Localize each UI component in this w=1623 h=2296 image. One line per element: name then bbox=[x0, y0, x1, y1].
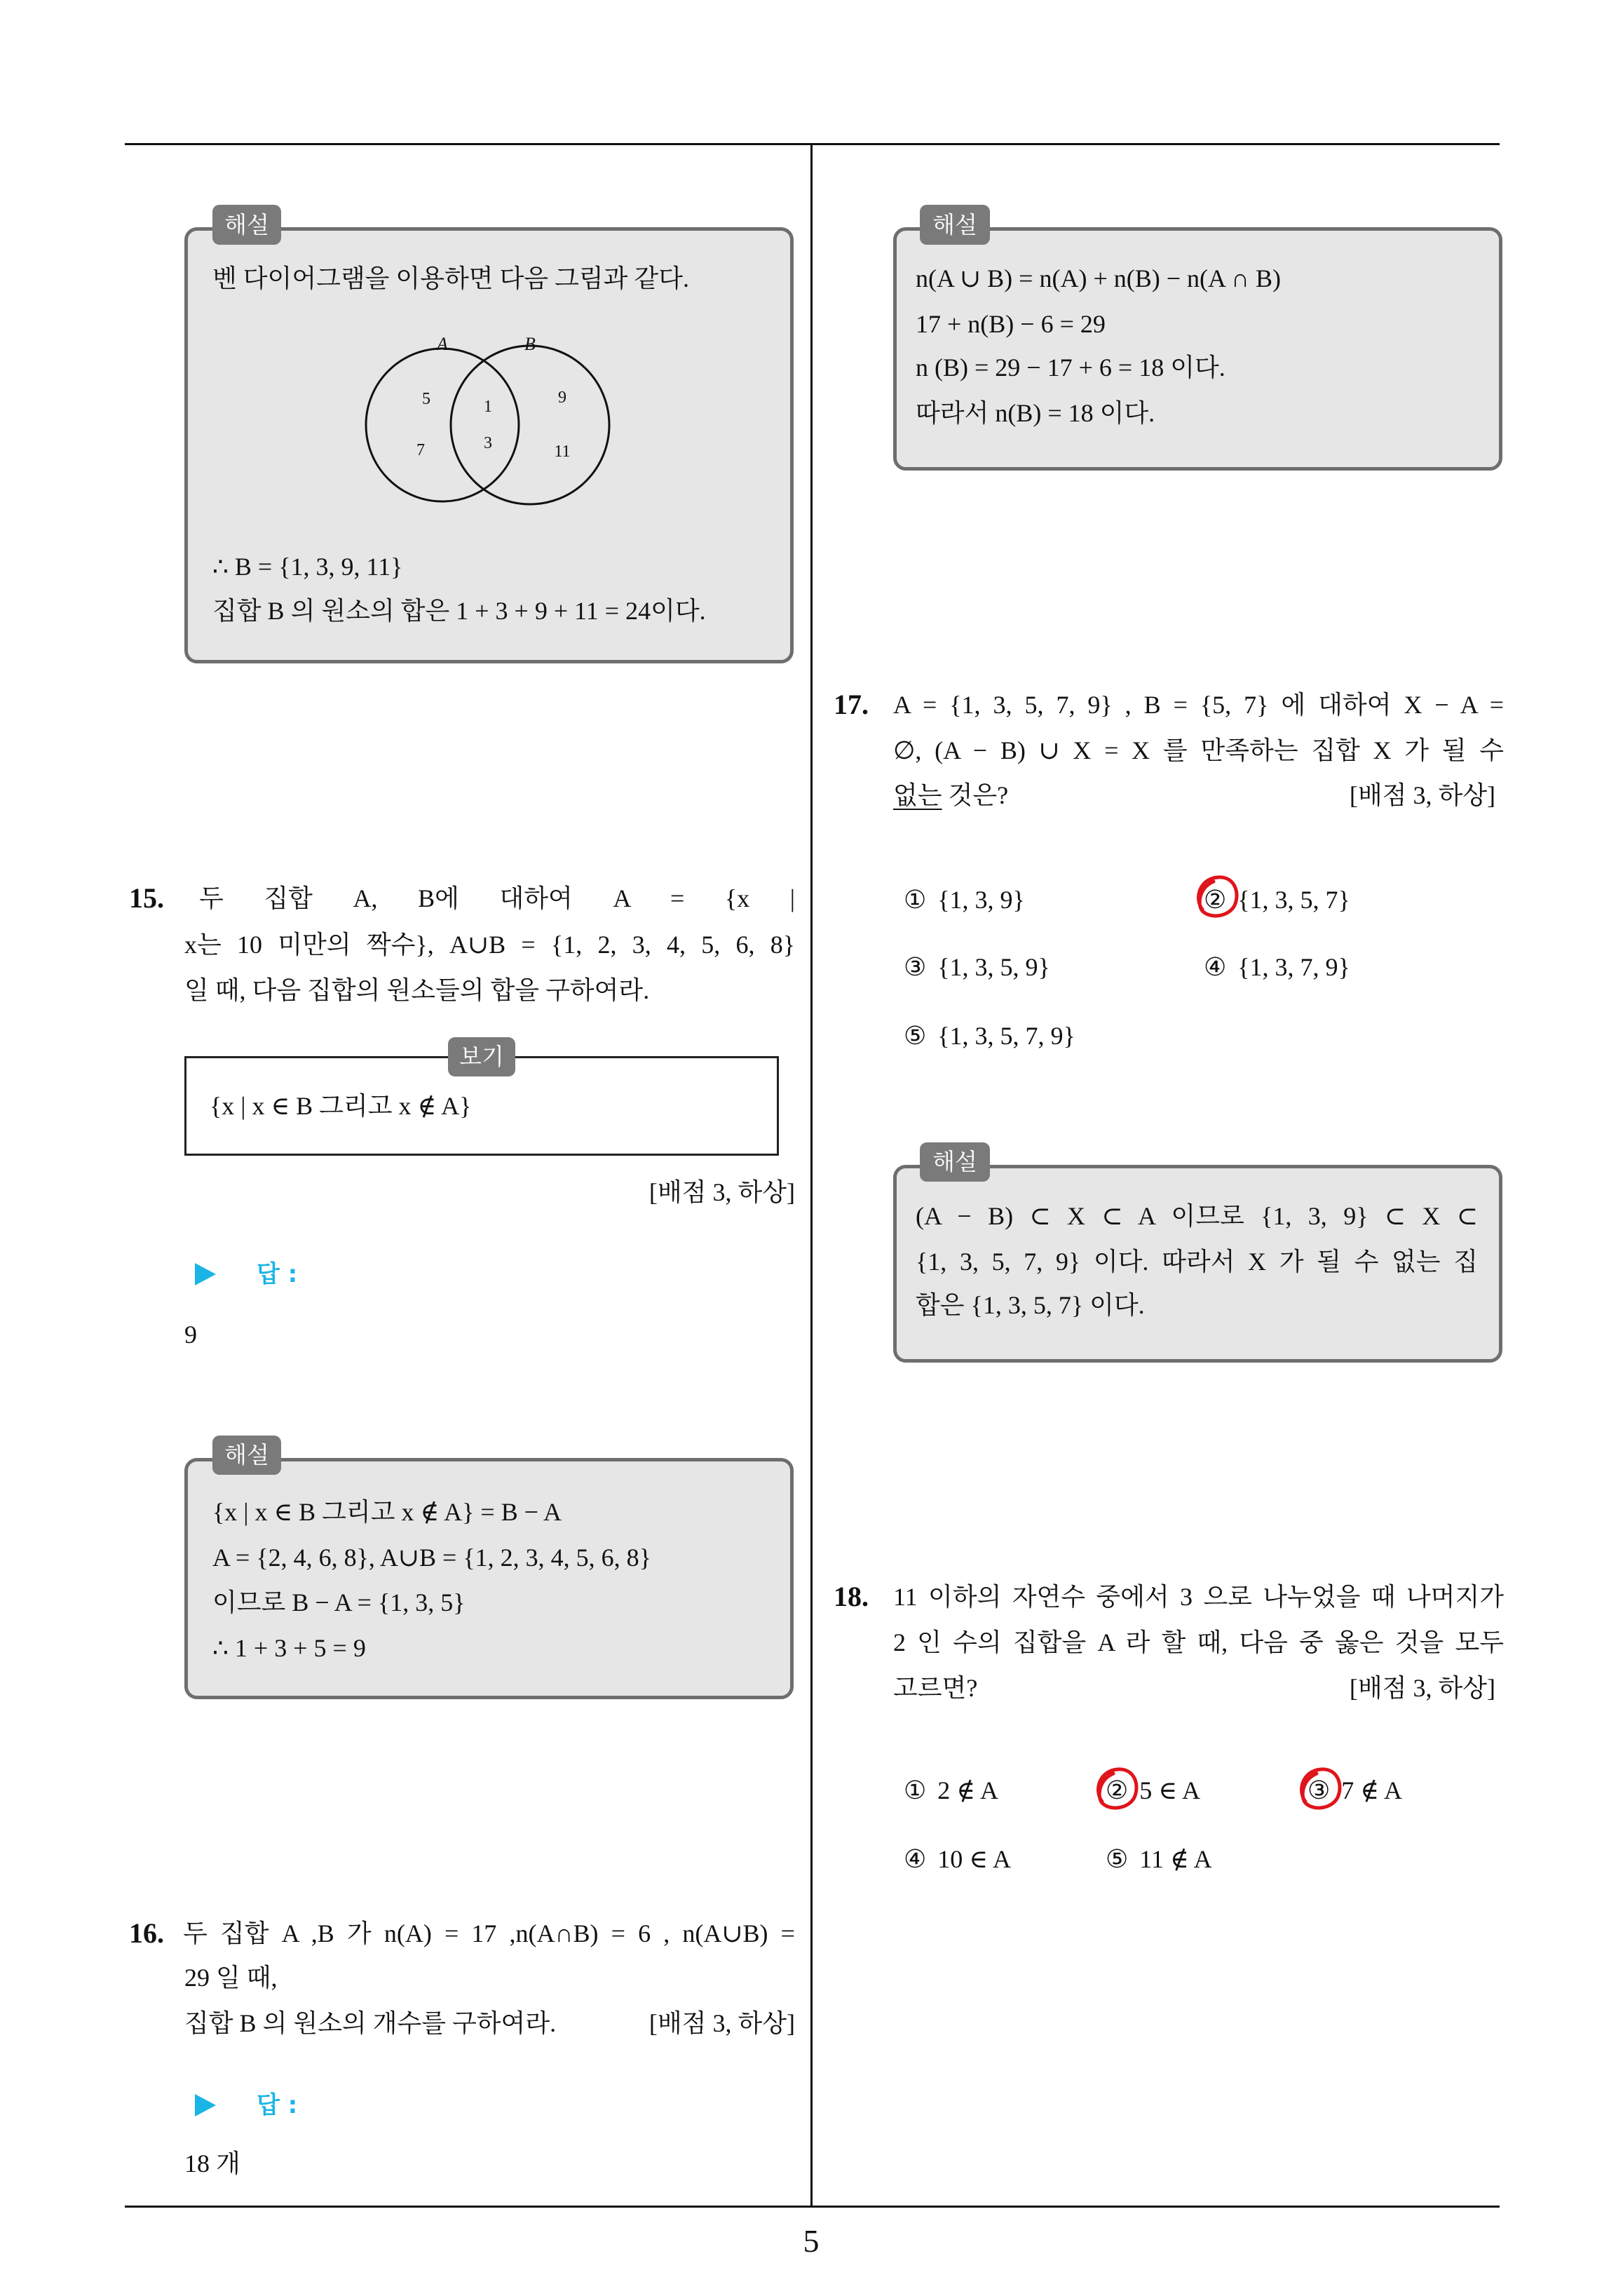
option-1 bbox=[904, 1775, 998, 1806]
question-15-line-3: 일 때, 다음 집합의 원소들의 합을 구하여라. bbox=[184, 976, 650, 1004]
option-value: 5 ∈ A bbox=[1139, 1776, 1200, 1804]
option-value: {1, 3, 5, 9} bbox=[937, 953, 1050, 981]
question-16-line-1: 두 집합 A ,B 가 n(A) = 17 ,n(A∩B) = 6 , n(A∪B) = bbox=[183, 1919, 795, 1947]
question-17-line-2: ∅, (A − B) ∪ X = X 를 만족하는 집합 X 가 될 수 bbox=[893, 736, 1504, 764]
option-value: {1, 3, 5, 7, 9} bbox=[937, 1022, 1075, 1050]
question-15-line-2: x는 10 미만의 짝수}, A∪B = {1, 2, 3, 4, 5, 6, 8} bbox=[184, 931, 795, 959]
answer-mark-circle bbox=[1092, 1764, 1143, 1814]
underlined-emphasis: 없는 bbox=[893, 781, 942, 809]
solution-line: 17 + n(B) − 6 = 29 bbox=[916, 310, 1106, 338]
venn-b-only-2: 11 bbox=[554, 443, 571, 461]
page-number: 5 bbox=[803, 2223, 820, 2259]
solution-intro: 벤 다이어그램을 이용하면 다음 그림과 같다. bbox=[212, 264, 689, 292]
answer-arrow-icon bbox=[195, 2094, 216, 2116]
question-18-line-1: 11 이하의 자연수 중에서 3 으로 나누었을 때 나머지가 bbox=[893, 1583, 1504, 1611]
solution-result: ∴ B = {1, 3, 9, 11} bbox=[212, 553, 403, 581]
option-value: 7 ∉ A bbox=[1341, 1776, 1402, 1804]
answer-label: 답 : bbox=[257, 2091, 298, 2119]
solution-line: {x | x ∈ B 그리고 x ∉ A} = B − A bbox=[212, 1498, 562, 1526]
venn-intersection-2: 3 bbox=[484, 434, 492, 452]
question-17-line-3 bbox=[893, 780, 1008, 811]
option-number: ⑤ bbox=[1106, 1845, 1129, 1873]
answer-value: 18 개 bbox=[184, 2149, 240, 2177]
option-1 bbox=[904, 884, 1025, 915]
option-value: {1, 3, 9} bbox=[937, 886, 1025, 914]
venn-a-only-2: 7 bbox=[416, 441, 425, 459]
question-17-points: [배점 3, 하상] bbox=[1349, 781, 1495, 809]
option-5 bbox=[904, 1020, 1075, 1051]
answer-value: 9 bbox=[184, 1321, 197, 1349]
option-5 bbox=[1106, 1844, 1212, 1875]
solution-label: 해설 bbox=[920, 1142, 990, 1182]
solution-line: n (B) = 29 − 17 + 6 = 18 이다. bbox=[916, 353, 1225, 381]
option-number: ② bbox=[1106, 1776, 1129, 1804]
question-number-17: 17. bbox=[834, 689, 869, 720]
question-17-line-3-rest: 것은? bbox=[942, 781, 1009, 809]
venn-diagram bbox=[337, 319, 631, 536]
solution-line: (A − B) ⊂ X ⊂ A 이므로 {1, 3, 9} ⊂ X ⊂ bbox=[916, 1202, 1478, 1230]
option-value: {1, 3, 7, 9} bbox=[1237, 953, 1350, 981]
solution-line: n(A ∪ B) = n(A) + n(B) − n(A ∩ B) bbox=[916, 264, 1282, 292]
question-number-18: 18. bbox=[834, 1581, 869, 1612]
option-value: 10 ∈ A bbox=[937, 1845, 1011, 1873]
option-value: {1, 3, 5, 7} bbox=[1237, 886, 1350, 914]
venn-b-only-1: 9 bbox=[558, 389, 566, 407]
option-number: ⑤ bbox=[904, 1022, 927, 1050]
solution-line: A = {2, 4, 6, 8}, A∪B = {1, 2, 3, 4, 5, 6, 8} bbox=[212, 1544, 651, 1572]
option-3 bbox=[904, 952, 1050, 982]
venn-label-b: B bbox=[524, 334, 536, 354]
question-17-line-1: A = {1, 3, 5, 7, 9} , B = {5, 7} 에 대하여 X − A = bbox=[893, 691, 1504, 719]
solution-line: 합은 {1, 3, 5, 7} 이다. bbox=[916, 1291, 1145, 1319]
venn-a-only-1: 5 bbox=[422, 390, 430, 408]
venn-circle-a bbox=[366, 349, 519, 501]
solution-label: 해설 bbox=[212, 205, 281, 245]
answer-label: 답 : bbox=[257, 1260, 298, 1288]
option-4 bbox=[1204, 952, 1350, 982]
option-value: 11 ∉ A bbox=[1139, 1845, 1212, 1873]
option-number: ② bbox=[1204, 886, 1227, 914]
question-16-points: [배점 3, 하상] bbox=[648, 2009, 795, 2037]
answer-mark-circle bbox=[1296, 1764, 1346, 1814]
example-content: {x | x ∈ B 그리고 x ∉ A} bbox=[210, 1092, 472, 1120]
venn-intersection-1: 1 bbox=[484, 398, 492, 416]
option-4 bbox=[904, 1844, 1011, 1875]
solution-label: 해설 bbox=[920, 205, 990, 245]
option-value: 2 ∉ A bbox=[937, 1776, 998, 1804]
option-number: ① bbox=[904, 886, 927, 914]
example-label: 보기 bbox=[448, 1037, 515, 1076]
question-18-line-2: 2 인 수의 집합을 A 라 할 때, 다음 중 옳은 것을 모두 bbox=[893, 1628, 1504, 1656]
bottom-rule bbox=[125, 2206, 1500, 2208]
question-16-line-3: 집합 B 의 원소의 개수를 구하여라. bbox=[184, 2009, 557, 2037]
option-number: ③ bbox=[904, 953, 927, 981]
venn-label-a: A bbox=[437, 334, 448, 354]
question-number-16: 16. bbox=[129, 1917, 164, 1949]
solution-sum: 집합 B 의 원소의 합은 1 + 3 + 9 + 11 = 24이다. bbox=[212, 597, 706, 625]
question-15-line-1: 두 집합 A, B에 대하여 A = {x | bbox=[199, 884, 795, 912]
question-number-15: 15. bbox=[129, 882, 164, 914]
solution-label: 해설 bbox=[212, 1436, 281, 1475]
column-divider bbox=[810, 144, 813, 2206]
option-number: ③ bbox=[1308, 1776, 1331, 1804]
option-number: ④ bbox=[904, 1845, 927, 1873]
option-number: ① bbox=[904, 1776, 927, 1804]
solution-line: 따라서 n(B) = 18 이다. bbox=[916, 399, 1155, 427]
solution-line: 이므로 B − A = {1, 3, 5} bbox=[212, 1588, 466, 1616]
answer-arrow-icon bbox=[195, 1263, 216, 1285]
option-number: ④ bbox=[1204, 953, 1227, 981]
solution-line: ∴ 1 + 3 + 5 = 9 bbox=[212, 1634, 366, 1662]
question-18-line-3: 고르면? bbox=[893, 1674, 978, 1702]
answer-mark-circle bbox=[1193, 872, 1243, 922]
venn-circle-b bbox=[451, 346, 609, 504]
question-16-line-2: 29 일 때, bbox=[184, 1964, 278, 1992]
solution-line: {1, 3, 5, 7, 9} 이다. 따라서 X 가 될 수 없는 집 bbox=[916, 1248, 1478, 1276]
question-18-points: [배점 3, 하상] bbox=[1349, 1674, 1495, 1702]
question-15-points: [배점 3, 하상] bbox=[648, 1178, 795, 1206]
